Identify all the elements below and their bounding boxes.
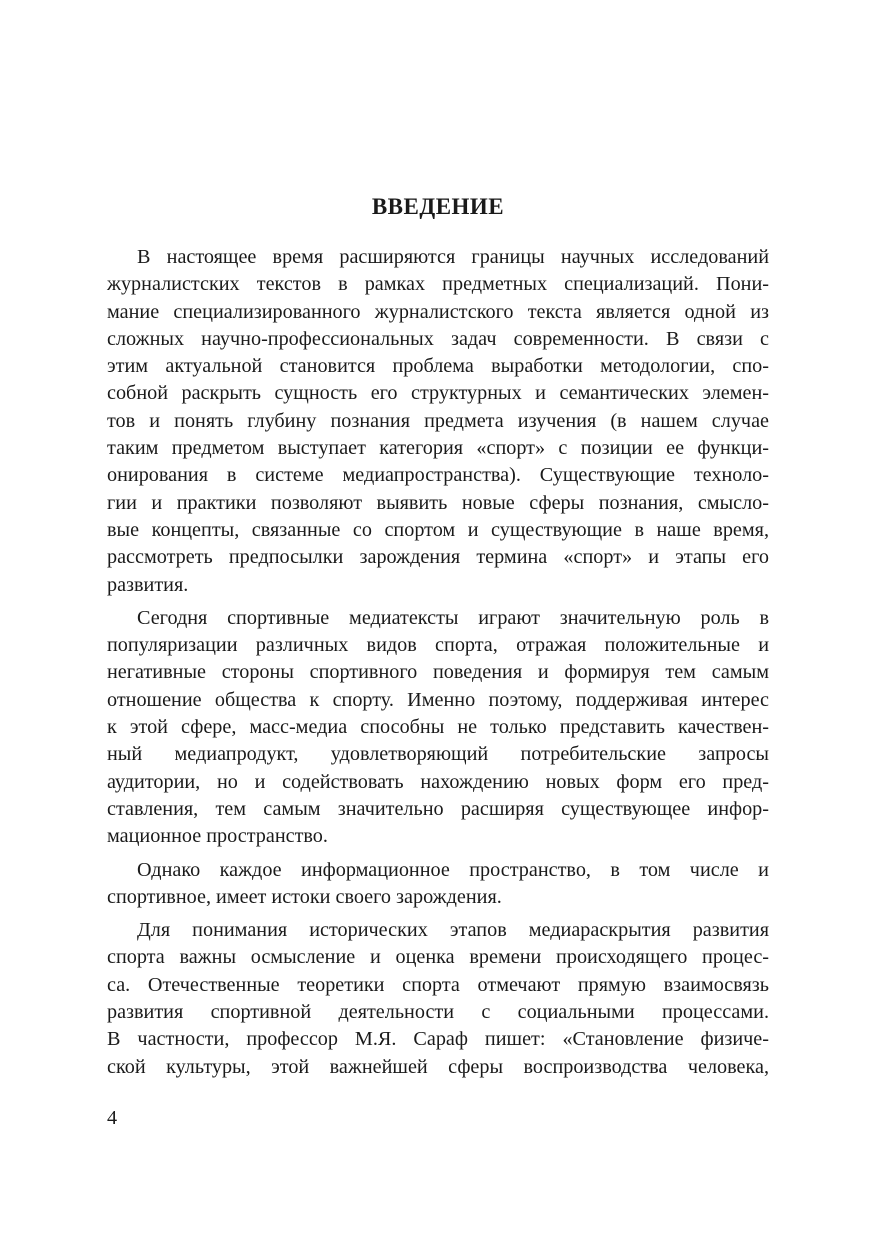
text-line: тов и понять глубину познания предмета изучения (в нашем случае bbox=[107, 409, 769, 432]
paragraph bbox=[107, 244, 769, 599]
text-line: аудитории, но и содействовать нахождению новых форм его пред- bbox=[107, 770, 769, 793]
text-line: к этой сфере, масс-медиа способны не только представить качествен- bbox=[107, 716, 769, 739]
text-line: мание специализированного журналистского текста является одной из bbox=[107, 300, 769, 323]
text-line: ской культуры, этой важнейшей сферы воспроизводства человека, bbox=[107, 1055, 769, 1078]
text-line: таким предметом выступает категория «спорт» с позиции ее функци- bbox=[107, 437, 769, 460]
paragraph bbox=[107, 857, 769, 912]
paragraph bbox=[107, 917, 769, 1081]
text-line: спорта важны осмысление и оценка времени происходящего процес- bbox=[107, 946, 769, 969]
text-line: собной раскрыть сущность его структурных и семантических элемен- bbox=[107, 382, 769, 405]
text-line: развития. bbox=[107, 573, 189, 596]
text-line: В настоящее время расширяются границы научных исследований bbox=[137, 246, 769, 268]
text-line: этим актуальной становится проблема выработки методологии, спо- bbox=[107, 355, 769, 378]
body-text bbox=[107, 244, 769, 1087]
text-line: сложных научно-профессиональных задач современности. В связи с bbox=[107, 327, 769, 350]
text-line: спортивное, имеет истоки своего зарождения. bbox=[107, 885, 502, 908]
page-title: ВВЕДЕНИЕ bbox=[371, 194, 505, 219]
paragraph bbox=[107, 605, 769, 851]
text-line: Для понимания исторических этапов медиараскрытия развития bbox=[137, 919, 769, 942]
text-line: ный медиапродукт, удовлетворяющий потребительские запросы bbox=[107, 743, 769, 766]
text-line: негативные стороны спортивного поведения и формируя тем самым bbox=[107, 661, 769, 684]
text-line: популяризации различных видов спорта, отражая положительные и bbox=[107, 634, 769, 657]
text-line: Сегодня спортивные медиатексты играют значительную роль в bbox=[137, 606, 769, 629]
text-line: Однако каждое информационное пространство, в том числе и bbox=[137, 858, 769, 881]
text-line: ставления, тем самым значительно расширяя существующее инфор- bbox=[107, 797, 769, 820]
text-line: онирования в системе медиапространства). Существующие техноло- bbox=[107, 464, 769, 487]
text-line: вые концепты, связанные со спортом и существующие в наше время, bbox=[107, 518, 769, 541]
text-line: развития спортивной деятельности с социальными процессами. bbox=[107, 1001, 769, 1024]
page-number: 4 bbox=[107, 1107, 118, 1129]
text-line: В частности, профессор М.Я. Сараф пишет: «Становление физиче- bbox=[107, 1028, 769, 1051]
text-line: са. Отечественные теоретики спорта отмечают прямую взаимосвязь bbox=[107, 973, 769, 996]
text-line: журналистских текстов в рамках предметных специализаций. Пони- bbox=[107, 273, 769, 296]
text-line: гии и практики позволяют выявить новые сферы познания, смысло- bbox=[107, 491, 769, 514]
text-line: мационное пространство. bbox=[107, 825, 328, 848]
text-line: рассмотреть предпосылки зарождения термина «спорт» и этапы его bbox=[107, 546, 769, 569]
text-line: отношение общества к спорту. Именно поэтому, поддерживая интерес bbox=[107, 688, 769, 711]
